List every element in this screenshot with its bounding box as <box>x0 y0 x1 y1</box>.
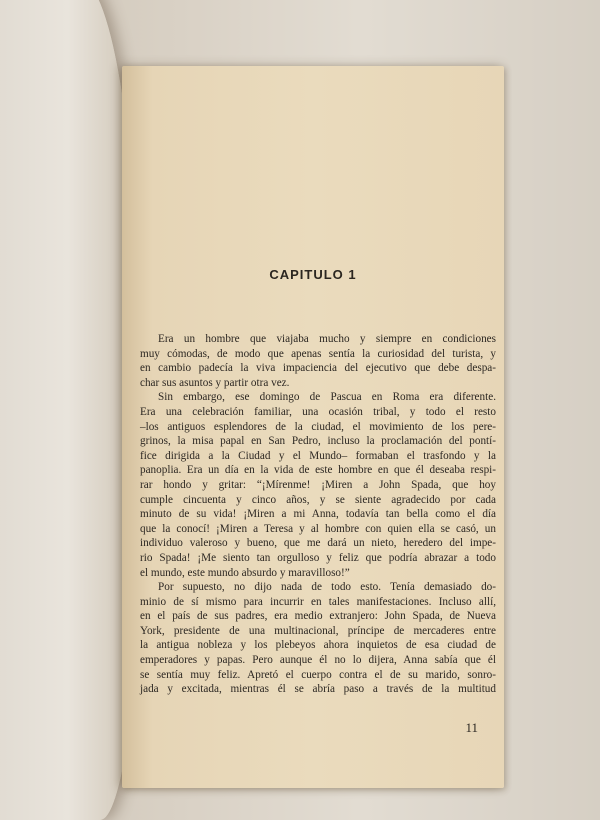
text-line: en cambio padecía la viva impaciencia del ejecutivo que debe despa- <box>140 362 496 375</box>
text-line: grinos, la misa papal en San Pedro, incluso la proclamación del pontí- <box>140 435 496 448</box>
text-line: rar hondo y gritar: “¡Mírenme! ¡Miren a John Spada, que hoy <box>140 478 496 491</box>
page-number: 11 <box>465 720 478 735</box>
text-line: minio de sí mismo para incurrir en tales manifestaciones. Incluso allí, <box>140 595 496 608</box>
text-line: fice dirigida a la Ciudad y el Mundo– formaban el trasfondo y la <box>140 449 496 462</box>
text-line: la antigua nobleza y los plebeyos ahora inquietos de esa ciudad de <box>140 639 496 652</box>
text-line: el mundo, este mundo absurdo y maravilloso!” <box>140 566 350 579</box>
text-line: panoplia. Era un día en la vida de este hombre en que él deseaba respi- <box>140 464 496 477</box>
text-line: char sus asuntos y partir otra vez. <box>140 376 290 389</box>
text-line: cumple cincuenta y cinco años, y se siente agradecido por cada <box>140 493 496 506</box>
text-line: rio Spada! ¡Me siento tan orgulloso y feliz que podría abrazar a todo <box>140 551 496 564</box>
text-line: que la conocí! ¡Miren a Teresa y al hombre con quien ella se casó, un <box>140 522 496 535</box>
text-line: se sentía muy feliz. Apretó el cuerpo contra el de su marido, sonro- <box>140 668 496 681</box>
text-line: minuto de su vida! ¡Miren a mi Anna, todavía tan bella como el día <box>140 508 496 521</box>
text-line: Sin embargo, ese domingo de Pascua en Roma era diferente. <box>158 391 496 404</box>
text-line: individuo valeroso y bueno, que me dará un nieto, heredero del impe- <box>140 537 496 550</box>
text-line: Era una celebración familiar, una ocasión tribal, y todo el resto <box>140 405 496 418</box>
body-text <box>140 332 496 697</box>
chapter-heading: CAPITULO 1 <box>269 267 357 282</box>
text-line: jada y excitada, mientras él se abría paso a través de la multitud <box>140 683 496 696</box>
text-line: en el país de sus padres, era medio extranjero: John Spada, de Nueva <box>140 610 496 623</box>
text-line: York, presidente de una multinacional, príncipe de mercaderes entre <box>140 624 496 637</box>
book-page <box>122 66 504 788</box>
left-page-edge <box>0 0 140 820</box>
text-line: Era un hombre que viajaba mucho y siempre en condiciones <box>158 333 496 345</box>
text-line: –los antiguos esplendores de la ciudad, el movimiento de los pere- <box>140 420 496 433</box>
text-line: muy cómodas, de modo que apenas sentía la curiosidad del turista, y <box>140 347 496 360</box>
text-line: emperadores y papas. Pero aunque él no lo dijera, Anna sabía que él <box>140 654 496 667</box>
text-line: Por supuesto, no dijo nada de todo esto. Tenía demasiado do- <box>158 581 496 594</box>
